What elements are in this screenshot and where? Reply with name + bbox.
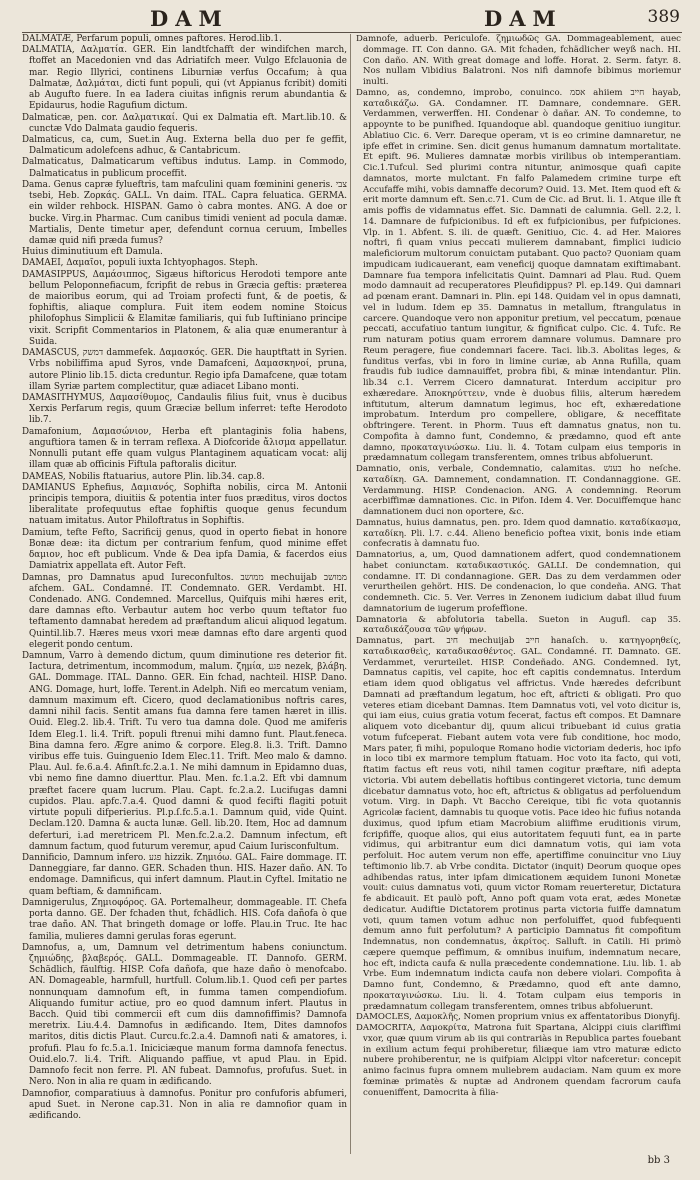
entry: Damnofior, comparatiuus à damnofus. Ponitur pro confuforis abfumeri, apud Suet. in Nerone cap.31. Non in alia re damnofior quam in ædificando. [22,1088,347,1121]
left-headword: DAM [150,6,229,31]
entry: DAMEAS, Nobilis ftatuarius, autore Plin. lib.34. cap.8. [22,471,265,482]
entry: Damno, as, condemno, improbo, conuinco. אסמ ahiiem חייב hayab, καταδικάζω. GA. Condamner. IT. Damnare, condemnare. GER. Verdammen, verwerffen. HI. Condenar ò dañar. AN. To condemne, to appoynte to be punifhed. Iquandoque abl. quandoque genitiuo iungitur. Ablatiuo Cic. 6. Verr. Dareque operam, vt is eo crimine damnaretur, ne ipfe effet in crimine. Sen. dicit genus humanum damnatum mortalitate. Et epift. 96. Mulieres damnatæ morbis virilibus ob intemperantiam. Cic.1.Tufcul. Sed plurimi contra nituntur, animosque quafi capite damnatos, morte mulctant. Fn falfo Palamedem crimine turpe eft Accufaffe mihi, vobis damnaffe decorum? Ouid. 13. Met. Item quod eft & erit morte damnum eft. Sen.c.71. Cum de Cic. ad Brut. li. 1. Atque ille ft amis poffis de vidamnatus effet. Sic. Damnati de calumnia. Gell. 2.2, l. 14. Damnare de fufpicionibus. Id eft ex fufpicionibus, per fufpiciones. Vlp. in 1. Abfent. S. ili. de quæft. Genitiuo, Cic. 4. ad Her. Maiores noftri, fi quam vnius peccati mulierem damnabant, fimplici iudicio maleficiorum multorum conuictam putabant. Quo pacto? Quoniam quam impudicam iudicauerant, eam veneficij quoque damnatam exiftimabant. Damnare fua tempora infelicitatis Quint. Damnari ad Plau. Rud. Quem modo damnauit ad recuperatores Pleufidippus? Pl. ep.149. Qui damnari ad pœnam erant. Damnari in. Plin. epi 148. Quidam vel in opus damnati, vel in ludum. Idem ep 35. Damnatus in metallum, ftrangulatus in carcere. Quandoque vero non apponitur pretium, vel peccatum, pœnaue peccati, accufatiuo tantum iungitur, & fignificat culpo. Cic. 4. Tufc. Re rum naturam potius quam errorem damnare volumus. Damnare pro Reum peragere, fiue condemnari facere. Taci. lib.3. Abolitas leges, & funditus verfas, vbi in foro in limine curiæ, ab Anna Rufilla, quam fraudis fub iudice damnauiffet, probra fibi, & minæ intendantur. Plin. lib.34 c.1. Verrem Cicero damnaturat. Interdum accipitur pro exhæredare. Ἀποκηρύττειν, vnde è duobus filiis, alterum hæredem inftitutum, alterum damnatum legimus, hoc eft, exhæredatione improbatum. Interdum pro compellere, obligare, & neceffitate obftringere. Terent. in Phorm. Tuus eft damnatus gnatus, non tu. Compofita à damno funt, Condemno, & prædamno, quod eft ante damno, προκαταγινώσκω. Liu. li. 4. Totam culpam eius temporis in prædamnatum collegam transferentem, omnes tribus abfoluerunt. [356,87,681,464]
left-column [22,34,347,1122]
entry: Damafonium, Δαμασώνιον, Herba eft plantaginis folia habens, anguftiora tamen & in terram reflexa. A Diofcoride ἄλισμα appellatur. Nonnulli putant effe quam vulgus Plantaginem aquaticam vocat: alij illam quæ ab officinis Fiftula paftoralis dicitur. [22,426,347,471]
entry: Damnatio, onis, verbale, Condemnatio, calamitas. בענשׁ ho neſche. καταδίκη. GA. Damnement, condamnation. IT. Condannaggione. GE. Verdammung. HISP. Condenacion. ANG. A condemning. Reorum acerbiffimæ damnationes. Cic. in Pifon. Idem 4. Ver. Docuiffemque hanc damnationem duci non oportere, &c. [356,464,682,517]
signature-mark: bb 3 [647,1155,670,1166]
entry: Dalmaticatus, Dalmaticarum veftibus indutus. Lamp. in Commodo, Dalmaticatus in publicum proceffit. [22,157,347,179]
entry: DAMASIPPUS, Δαμάσιππος, Sigæus hiftoricus Herodoti tempore ante bellum Peloponnefiacum, fcripfit de rebus in Græcia geftis: præterea de maioribus eorum, qui ad Troiam profecti funt, & de poetis, & fophiftis, aliaque complura. Fuit item eodem nomine Stoicus philofophus Simplicii & Elamitæ familiaris, qui fub Iuftiniano principe vixit. Scripfit Commentarios in Platonem, & alia quæ enumerantur à Suida. [22,269,347,347]
entry: Dama. Genus capræ fylueftris, tam mafculini quam fœminini generis. צבי tsebi, Heb. Ζορκάς. GALL. Vn daim. ITAL. Capra feluatica. GERMA. ein wilder rehbock. HISPAN. Gamo ò cabra montes. ANG. A doe or bucke. Virg.in Pharmac. Cum canibus timidi venient ad pocula damæ. Martialis, Dente timetur aper, defendunt cornua ceruum, Imbelles damæ quid nifi præda fumus? [22,179,347,246]
entry: DAMAEI, Δαμαῖοι, populi iuxta Ichtyophagos. Steph. [22,258,258,269]
entry: Damnas, pro Damnatus apud Iureconfultos. ממושב mechuijab ממושב afchem. GAL. Condamné. IT. Condemnato. GER. Verdambt. HI. Condenado. ANG. Condemned. Marcellus, Quifquis mihi hæres erit, dare damnas efto. Verbautur autem hoc verbo quum teftator fuo teftamento damnabat heredem ad præftandum alicui aliquod legatum. Quintil.lib.7. Hæres meus vxori meæ damnas efto dare argenti quod elegerit pondo centum. [22,572,347,650]
running-header [22,6,682,33]
entry: DAMASCUS, דמשק dammefek. Δαμασκός. GER. Die hauptftatt in Syrien. Vrbs nobiliffima apud Syros, vnde Damafceni, Δαμασκηνοί, pruna, autore Plinio lib.15. dicta creduntur. Regio ipfa Damafcene, quæ totam illam Syriæ partem complectitur, quæ adiacet Libano monti. [22,348,347,392]
entry: Damnum, Varro à demendo dictum, quum diminutione res deterior fit. Iactura, detrimentum, incommodum, malum. ζημία, פגע nezek, βλάβη. GAL. Dommage. ITAL. Danno. GER. Ein fchad, nachteil. HISP. Dano. ANG. Domage, hurt, loffe. Terent.in Adelph. Nifi eo mercatum veniam, damnum maximum eft. Cicero, quod declamationibus noftris cares, damni nihil facis. Sentit amans fua damna fere tamen hæret in illis. Ouid. Eleg.2. lib.4. Trift. Tu vero tua damna dole. Quod me amiferis Idem Eleg.1. li.4. Trift. populi ftrenui mihi damno funt. Plaut.feneca. Bina damna fero. Ægre animo & corpore. Eleg.8. li.3. Trift. Damno viribus effe tuis. Guinguenio Idem Elec.11. Trift. Meo malo & damno. Plau. Aul. fe.6.a.4. Afinſt.fc.2.a.1. Ne mihi damnum in Epidamno duas, vbi nemo fine damno diuerttur. Plau. Men. fc.1.a.2. Eft vbi damnum præftet facere quam lucrum. Plau. Capt. fc.2.a.2. Lucifugas damni cupidos. Plau. apfc.7.a.4. Quod damni & quod fecifti flagiti potuit virtute populi difperierius. Pl.p.ſ.fc.5.a.1. Damnum quid, vide Quint. Declam.120. Damna & aucta lunæ. Gell. lib.20. Item, Hoc ad damnum deferturi, i.ad meretricem Pl. Men.fc.2.a.2. Damnum infectum, eft damnum factum, quod futurum veremur, apud Caium Iurisconfultum. [22,651,348,852]
entry: Damnatus, huius damnatus, pen. pro. Idem quod damnatio. καταδίκασμα, καταδίκη. Pli. l.7. c.44. Alieno beneficio poftea vixit, bonis inde etiam confecratis à damnatu fuo. [356,517,681,550]
entry: DAMOCRITA, Δαμοκρίτα, Matrona fuit Spartana, Alcippi ciuis clariffimi vxor, quæ quum virum ab iis qui contrariàs in Republica partes fouebant in exilium actum fequi prohiberetur, filiæque iam vtro maturæ edicto nubere prohiberentur, ne is quifpiam Alcippi vltor nafceretur: concepit animo facinus fupra omnem muliebrem audaciam. Nam quum ex more fœminæ primatès & nuptæ ad Andronem quendam facrorum caufa conueniffent, Damocrita à filia- [356,1023,681,1098]
right-column [356,34,681,1098]
entry: DAMOCLES, Δαμοκλῆς, Nomen proprium vnius ex affentatoribus Dionyfij. [356,1012,681,1023]
entry: Damnatorius, a, um, Quod damnationem adfert, quod condemnationem habet coniunctam. καταδικαστικός. GALLI. De condemnation, qui condamne. IT. Di condannagione. GER. Das zu dem verdammen oder verurtheilen gehört. HIS. De condenacion, lo que condeña. ANG. That condemneth. Cic. 5. Ver. Verres in Zenonem iudicium dabat illud fuum damnatorium de iugerum profeffione. [356,550,681,614]
entry: Damnofus, a, um, Damnum vel detrimentum habens coniunctum. ζημιώδης, βλαβερός. GALL. Dommageable. IT. Dannofo. GERM. Schädlich, fäulftig. HISP. Cofa dañofa, que haze daño ò menofcabo. AN. Domageable, harmfull, hurtfull. Colum.lib.1. Quod cefi per partes nonnunquam damnofum eft, in fumma tamen compendiofum. Aliquando fumitur actiue, pro eo quod damnum infert. Plautus in Bacch. Quid tibi commercii eft cum diis damnofiffimis? Damnofa meretrix. Liu.4.4. Damnofus in ædificando. Item, Dites damnofos maritos, ditis dictis Plaut. Curcu.fc.2.a.4. Damnofi nati & amatores, i. profufi. Plau fo fc.5.a.1. Iniciciæque manum forma damnofa fenectus. Ouid.elo.7. li.4. Trift. Aliquando paffiue, vt apud Plau. in Epid. Damnofo fecit non ferre. Pl. AN fubeat. Damnofus, profufus. Suet. in Nero. Non in alia re quam in ædificando. [22,942,347,1088]
entry: Damnofe, aduerb. Periculofe. ζημιωδῶς GA. Dommageablement, auec dommage. IT. Con danno. GA. Mit fchaden, fchädlicher weyß nach. HI. Con daño. AN. With great domage and loffe. Horat. 2. Serm. fatyr. 8. Nos nullam Vibidius Balatroni. Nos nifi damnofe bibimus moriemur inulti. [356,34,681,87]
entry: Damnigerulus, Ζημιοφόρος. GA. Portemalheur, dommageable. IT. Chefa porta danno. GE. Der fchaden thut, fchädlich. HIS. Cofa dañofa ò que trae daño. AN. That bringeth domage or loffe. Plau.in Truc. Ite hac familia, mulieres damni gerulas foras egerunt. [22,897,347,942]
entry: DAMIANUS Ephefius, Δαμιανός, Sophifta nobilis, circa M. Antonii principis tempora, diuitiis & potentia inter fuos præditus, viros doctos liberalitate profequutus eftae fophiftis quoque genus fecundum natuam imitatus. Autor Philoftratus in Sophiftis. [22,482,347,527]
page-number: 389 [647,7,680,27]
entry: Dalmaticus, ca, cum, Suet.in Aug. Externa bella duo per fe geffit, Dalmaticum adolefcens adhuc, & Cantabricum. [22,134,347,157]
entry: Dannificio, Damnum infero. פגע hizzik. Ζημιόω. GAL. Faire dommage. IT. Danneggiare, far danno. GER. Schaden thun. HIS. Hazer daño. AN. To endomage. Damnificus, qui infert damnum. Plaut.in Cyftel. Imitatio ne quam beftiam, & damnificam. [22,852,347,897]
column-divider [350,34,351,1154]
entry: Damnatus, part. חיב mechuijab חייב hanaſch. υ. κατηγορηθείς, καταδικασθεὶς, καταδικασθέντος. GAL. Condamné. IT. Damnato. GE. Verdammet, verurteilet. HISP. Condeñado. ANG. Condemned. Iyt, Damnatus capitis, vel capite, hoc eft capitis condemnatus. Interdum etiam idem quod obligatus vel affrictus. Vnde hæredes defcribunt Damnati ad præftandum legatum, hoc eft, aftricti & obligati. Pro quo veteres etiam dicebant Damnas. Item Damnatus voti, vel voto dicitur is, qui iam eius, cuius gratia votum fecerat, factus eft compos. Et Damnare aliquem voto dicebantur dij, quum alicui tribuebant id cuius gratia votum fufceperat. Fiebant autem vota vere fub conditione, hoc modo, Mars pater, fi mihi, populoque Romano hodie victoriam dederis, hoc ipfo in loco tibi ex marmore templum ftatuam. Hoc voto ita facto, qui voti, ftatim factus eft reus voti, nihil tamen cogitur præftare, nifi adepta victoria. Vbi autem debellatis hoftibus contingeret victoria, tunc demum dicebatur damnatus voto, hoc eft, aftrictus & obligatus ad perfoluendum votum. Virg. in Daph. Vt Baccho Cereique, tibi fic vota quotannis Agricolæ facient, damnabis tu quoque votis. Pace ideo hic fufius notanda duximus, quod ipfum etiam Macrobium aliiffime eruditionis virum, fcripfiffe, quoque alios, qui eius autoritatem fequuti funt, ea in parte vidimus, qui arbitrantur eum dici damnatum votis, qui iam vota perfoluit. Hoc autem verum non effe, apertiffime conuincitur vno Liuy teftimonio lib.7. ab Vrbe condita. Dictator (inquit) Deorum quoque opes adhibendas ratus, inter ipfam dimicationem æquidem Iunoni Monetæ vouit: cuius damnatus voti, quum victor Romam reuerteretur, Dictatura fe abdicauit. Et paulò poft, Anno poft quam vota erat, ædes Monetæ dedicatur. Audiftie Dictatorem protinus parta victoria fuiffe damnatum voti, quum tamen votum adhuc non perfoluiffet, quod fubfequenti demum anno fuit perfolutum? A participio Damnatus fit compofitum Indemnatus, non condemnatus, ἀκρίτος. Salluft. in Catili. Hi primò cæpere quemque peffimum, & omnibus inuifum, indemnatum necare, hoc eft, indicta caufa & nulla præcedente condemnatione. Liu. lib. 1. ab Vrbe. Eum indemnatum indicta caufa non debere violari. Compofita à Damno funt, Condemno, & Prædamno, quod eft ante damno, προκαταγινώσκω. Liu. li. 4. Totam culpam eius temporis in prædamnatum collegam transferentem, omnes tribus abfoluerunt. [356,636,682,1012]
right-headword: DAM [484,6,563,31]
entry: Dalmaticæ, pen. cor. Δαλματικαί. Qui ex Dalmatia eft. Mart.lib.10. & cunctæ Vdo Dalmata gaudio fequeris. [22,112,347,134]
entry: DALMATIA, Δαλματία. GER. Ein landtfchafft der windifchen march, ftoffet an Macedonien vnd das Adriatifch meer. Vulgo Efclauonia de mar. Regio Illyrici, continens Liburniæ verfus Occafum; à qua Dalmatæ, Δαλμάται, dicti funt populi, qui (vt Appianus fcribit) domiti ab Augufto fuere. In ea Iadera ciuitas infignis rerum abundantia & Epidaurus, hodie Ragufium dictum. [22,45,347,112]
entry: Huius diminutiuum eft Damula. [22,247,163,258]
entry: DAMASITHYMUS, Δαμασίθυμος, Candaulis filius fuit, vnus è ducibus Xerxis Perfarum regis, quum Græciæ bellum inferret: tefte Herodoto lib.7. [22,393,347,426]
entry: Damnatoria & abfolutoria tabella. Sueton in Augufl. cap 35. καταδικάζουσα τῶν ψήφων. [356,614,681,636]
entry: DALMATÆ, Perfarum populi, omnes paftores. Herod.lib.1. [22,34,282,44]
entry: Damium, tefte Fefto, Sacrificij genus, quod in operto fiebat in honore Bonæ deæ: ita dictum per contrarium fenfum, quod minime effet δαμιον, hoc eft publicum. Vnde & Dea ipfa Damia, & facerdos eius Damiatrix appellata eft. Autor Feft. [22,527,347,572]
